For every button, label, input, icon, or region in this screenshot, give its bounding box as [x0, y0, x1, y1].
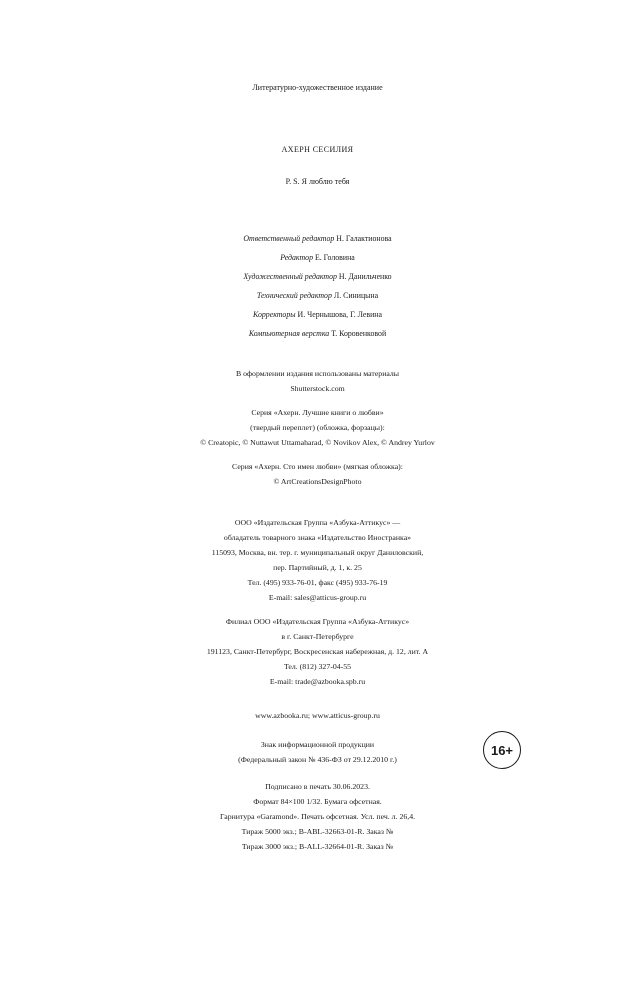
materials-source: Shutterstock.com — [290, 384, 345, 393]
print-typeface: Гарнитура «Garamond». Печать офсетная. Усл. печ. л. 26,4. — [219, 812, 416, 821]
websites-line: www.azbooka.ru; www.atticus-group.ru — [255, 711, 380, 720]
branch-address: 191123, Санкт-Петербург, Воскресенская набережная, д. 12, лит. А — [206, 647, 429, 656]
credit-name: Е. Головина — [314, 253, 355, 262]
series1-credits: © Creatopic, © Nuttawut Uttamaharad, © Novikov Alex, © Andrey Yurlov — [200, 438, 435, 447]
series2-credits: © ArtCreationsDesignPhoto — [273, 477, 362, 486]
credit-role: Ответственный редактор — [243, 234, 335, 243]
credit-line — [0, 249, 635, 266]
age-rating-badge: 16+ — [483, 731, 521, 769]
series1-line: (твердый переплет) (обложка, форзацы): — [250, 423, 385, 432]
credit-name: Т. Коровенковой — [331, 329, 387, 338]
publisher-line: ООО «Издательская Группа «Азбука-Аттикус» — — [234, 518, 401, 527]
credit-line — [0, 287, 635, 304]
author-name: АХЕРН СЕСИЛИЯ — [281, 145, 354, 154]
info-sign-law: (Федеральный закон № 436-ФЗ от 29.12.2010 г.) — [238, 755, 397, 764]
genre-line: Литературно-художественное издание — [252, 83, 383, 92]
credit-name: Н. Галактионова — [336, 234, 392, 243]
credit-line — [0, 230, 635, 247]
branch-email: E-mail: trade@azbooka.spb.ru — [269, 677, 366, 686]
book-title: P. S. Я люблю тебя — [285, 177, 350, 186]
series2-line: Серия «Ахерн. Сто имен любви» (мягкая обложка): — [232, 462, 403, 471]
credit-name: Л. Синицына — [333, 291, 379, 300]
print-run: Тираж 3000 экз.; B-ALL-32664-01-R. Заказ № — [241, 842, 394, 851]
publisher-address: пер. Партийный, д. 1, к. 25 — [273, 563, 362, 572]
credit-role: Редактор — [280, 253, 313, 262]
credit-role: Технический редактор — [256, 291, 332, 300]
publisher-phone: Тел. (495) 933-76-01, факс (495) 933-76-19 — [247, 578, 388, 587]
series1-line: Серия «Ахерн. Лучшие книги о любви» — [251, 408, 384, 417]
credit-role: Компьютерная верстка — [248, 329, 330, 338]
credit-line — [0, 268, 635, 285]
print-signed: Подписано в печать 30.06.2023. — [265, 782, 370, 791]
credit-role: Художественный редактор — [243, 272, 337, 281]
materials-line: В оформлении издания использованы материалы — [235, 369, 400, 378]
credit-name: Н. Данильченко — [338, 272, 392, 281]
print-format: Формат 84×100 1/32. Бумага офсетная. — [253, 797, 382, 806]
credit-line — [0, 306, 635, 323]
branch-line: в г. Санкт-Петербурге — [281, 632, 354, 641]
credit-name: И. Чернышова, Г. Левина — [297, 310, 382, 319]
print-run: Тираж 5000 экз.; B-ABL-32663-01-R. Заказ № — [241, 827, 394, 836]
publisher-email: E-mail: sales@atticus-group.ru — [268, 593, 367, 602]
credit-line — [0, 325, 635, 342]
branch-line: Филиал ООО «Издательская Группа «Азбука-Аттикус» — [225, 617, 410, 626]
branch-phone: Тел. (812) 327-04-55 — [283, 662, 352, 671]
info-sign-label: Знак информационной продукции — [260, 740, 375, 749]
publisher-address: 115093, Москва, вн. тер. г. муниципальный округ Даниловский, — [211, 548, 424, 557]
publisher-line: обладатель товарного знака «Издательство Иностранка» — [223, 533, 412, 542]
credit-role: Корректоры — [253, 310, 296, 319]
